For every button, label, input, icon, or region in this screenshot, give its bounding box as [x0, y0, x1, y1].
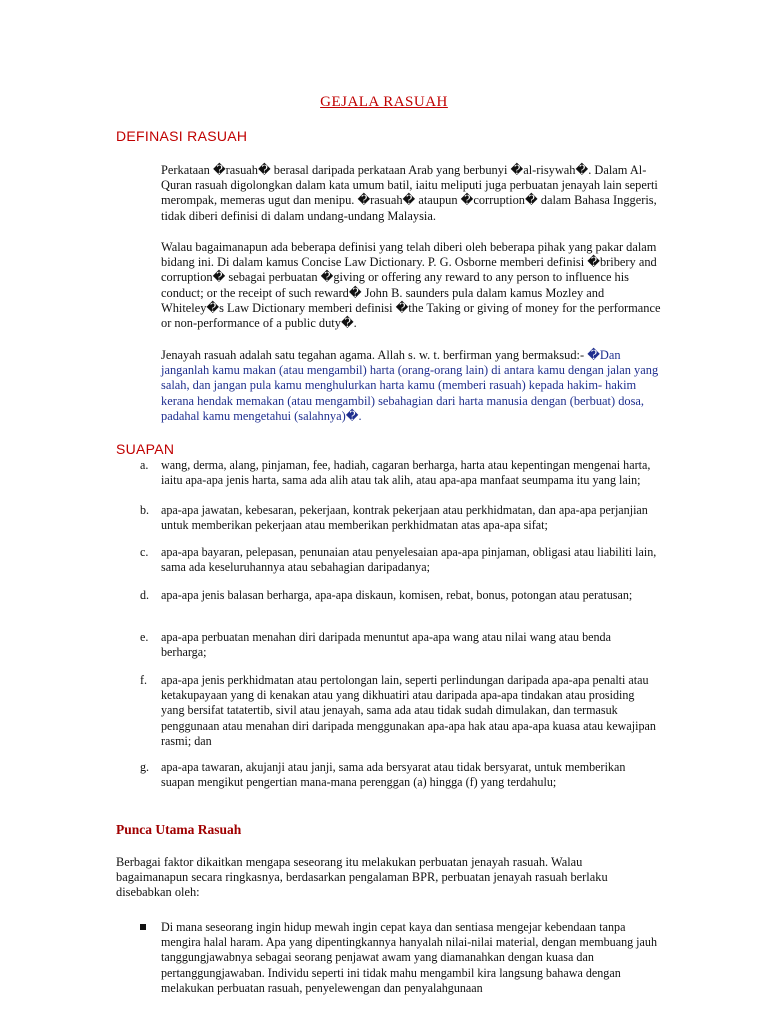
list-text: apa-apa jenis perkhidmatan atau pertolongan lain, seperti perlindungan daripada apa-apa penalti atau ketakupayaan yang di kenakan atau yang dikhuatiri atau daripada apa-apa tindakan atau prosiding yang bersifat tatatertib, sivil atau jenayah, sama ada atau tidak sudah dimulakan, dan termasuk penggunaan atau menahan diri daripada menggunakan apa-apa hak atau apa-apa kuasa atau kewajipan rasmi; dan: [161, 673, 656, 748]
heading-suapan: SUAPAN: [116, 441, 175, 457]
quran-quote: �Dan janganlah kamu makan (atau mengambil) harta (orang-orang lain) di antara kamu dengan jalan yang salah, dan jangan pula kamu menghulurkan harta kamu (memberi rasuah) kepada hakim- hakim kerana hendak memakan (atau mengambil) sebahagian dari harta manusia dengan (berbuat) dosa, padahal kamu mengetahui (salahnya)�.: [161, 348, 659, 423]
bullet-text: Di mana seseorang ingin hidup mewah ingin cepat kaya dan sentiasa mengejar kebendaan tanpa mengira halal haram. Apa yang dipentingkannya hanyalah nilai-nilai material, dengan membuang jauh tanggungjawabnya sebagai seorang penjawat awam yang diamanahkan dengan kuasa dan pertanggungjawaban. Individu seperti ini tidak mahu mengambil kira langsung bahawa dengan melakukan perbuatan rasuah, penyelewengan dan penyalahgunaan: [161, 920, 658, 995]
list-text: apa-apa bayaran, pelepasan, penunaian atau penyelesaian apa-apa pinjaman, obligasi atau liabiliti lain, sama ada keseluruhannya atau sebahagian daripadanya;: [161, 545, 657, 575]
paragraph-definisi-2: Walau bagaimanapun ada beberapa definisi yang telah diberi oleh beberapa pihak yang pakar dalam bidang ini. Di dalam kamus Concise Law Dictionary. P. G. Osborne memberi definisi �bribery and corruption� sebagai perbuatan �giving or offering any reward to any person to influence his conduct; or the receipt of such reward� John B. saunders pula dalam kamus Mozley and Whiteley�s Law Dictionary memberi definisi �the Taking or giving of money for the performance or non-performance of a public duty�.: [161, 240, 661, 331]
paragraph-punca-intro: Berbagai faktor dikaitkan mengapa seseorang itu melakukan perbuatan jenayah rasuah. Walau bagaimanapun secara ringkasnya, berdasarkan pengalaman BPR, perbuatan jenayah rasuah berlaku disebabkan oleh:: [116, 855, 608, 900]
list-label: a.: [140, 458, 149, 472]
paragraph-definisi-3: [161, 348, 661, 424]
list-text: apa-apa jawatan, kebesaran, pekerjaan, kontrak pekerjaan atau perkhidmatan, dan apa-apa perjanjian untuk memberikan pekerjaan atau memberikan perkhidmatan atas apa-apa sifat;: [161, 503, 648, 533]
list-label: b.: [140, 503, 150, 517]
list-label: g.: [140, 760, 150, 774]
list-label: f.: [140, 673, 148, 687]
list-label: d.: [140, 588, 150, 602]
quote-intro: Jenayah rasuah adalah satu tegahan agama. Allah s. w. t. berfirman yang bermaksud:-: [161, 348, 588, 362]
list-label: c.: [140, 545, 149, 559]
heading-definisi: DEFINASI RASUAH: [116, 128, 248, 144]
paragraph-definisi-1: Perkataan �rasuah� berasal daripada perkataan Arab yang berbunyi �al-risywah�. Dalam Al-Quran rasuah digolongkan dalam kata umum batil, iaitu meliputi juga perbuatan jenayah lain seperti merompak, memeras ugut dan menipu. �rasuah� ataupun �corruption� dalam Bahasa Inggeris, tidak diberi definisi di dalam undang-undang Malaysia.: [161, 163, 658, 223]
list-text: apa-apa perbuatan menahan diri daripada menuntut apa-apa wang atau nilai wang atau benda berharga;: [161, 630, 611, 660]
square-bullet-icon: [140, 924, 146, 930]
list-text: apa-apa jenis balasan berharga, apa-apa diskaun, komisen, rebat, bonus, potongan atau peratusan;: [161, 588, 633, 602]
list-label: e.: [140, 630, 149, 644]
list-text: wang, derma, alang, pinjaman, fee, hadiah, cagaran berharga, harta atau kepentingan mengenai harta, iaitu apa-apa jenis harta, sama ada alih atau tak alih, atau apa-apa manfaat seumpama itu yang lain;: [161, 458, 651, 488]
document-title: GEJALA RASUAH: [320, 94, 448, 110]
list-text: apa-apa tawaran, akujanji atau janji, sama ada bersyarat atau tidak bersyarat, untuk memberikan suapan mengikut pengertian mana-mana perenggan (a) hingga (f) yang terdahulu;: [161, 760, 626, 790]
heading-punca: Punca Utama Rasuah: [116, 822, 242, 837]
